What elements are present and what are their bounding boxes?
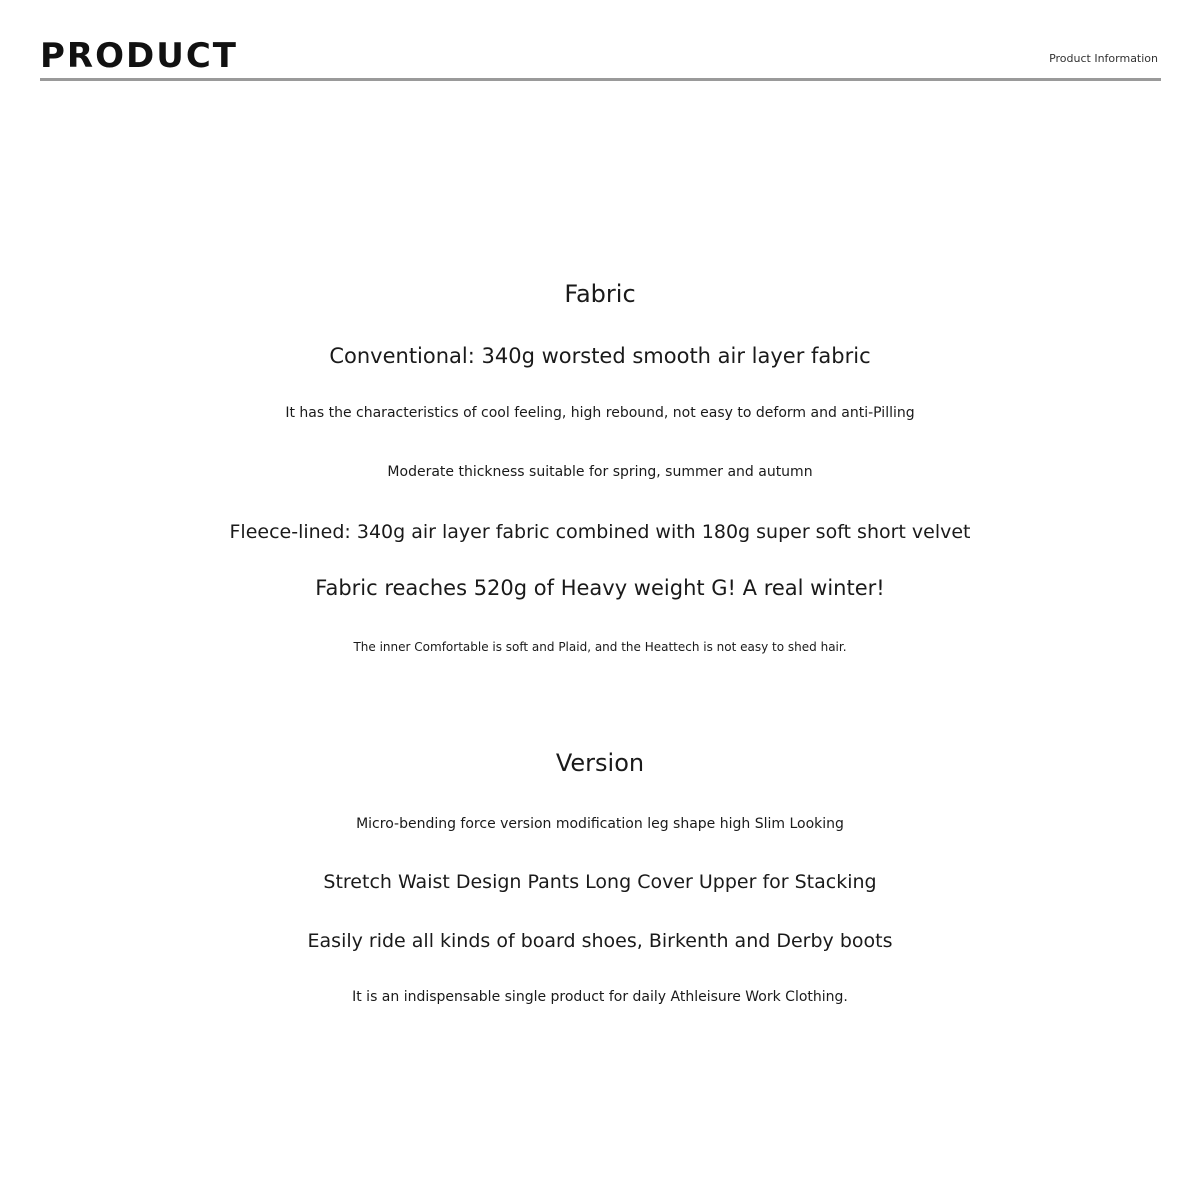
version-section-title: Version [555, 749, 645, 777]
brand-title: PRODUCT [40, 36, 238, 76]
fabric-line-weight: Fabric reaches 520g of Heavy weight G! A real winter! [315, 576, 885, 600]
fabric-line-fleece-lined: Fleece-lined: 340g air layer fabric combined with 180g super soft short velvet [229, 521, 971, 543]
version-line-fit: Micro-bending force version modification leg shape high Slim Looking [356, 816, 844, 832]
version-line-waist: Stretch Waist Design Pants Long Cover Upper for Stacking [323, 871, 877, 893]
header-subtitle: Product Information [1049, 52, 1158, 65]
fabric-line-conventional: Conventional: 340g worsted smooth air layer fabric [329, 344, 871, 368]
version-line-daily: It is an indispensable single product for daily Athleisure Work Clothing. [352, 989, 848, 1005]
page-header [40, 36, 1161, 81]
fabric-line-thickness: Moderate thickness suitable for spring, summer and autumn [387, 464, 813, 480]
fabric-section-title: Fabric [564, 280, 636, 308]
version-line-shoes: Easily ride all kinds of board shoes, Birkenth and Derby boots [307, 930, 893, 952]
fabric-line-characteristics: It has the characteristics of cool feeling, high rebound, not easy to deform and anti-Pilling [285, 405, 915, 421]
fabric-line-inner: The inner Comfortable is soft and Plaid, and the Heattech is not easy to shed hair. [353, 640, 847, 654]
